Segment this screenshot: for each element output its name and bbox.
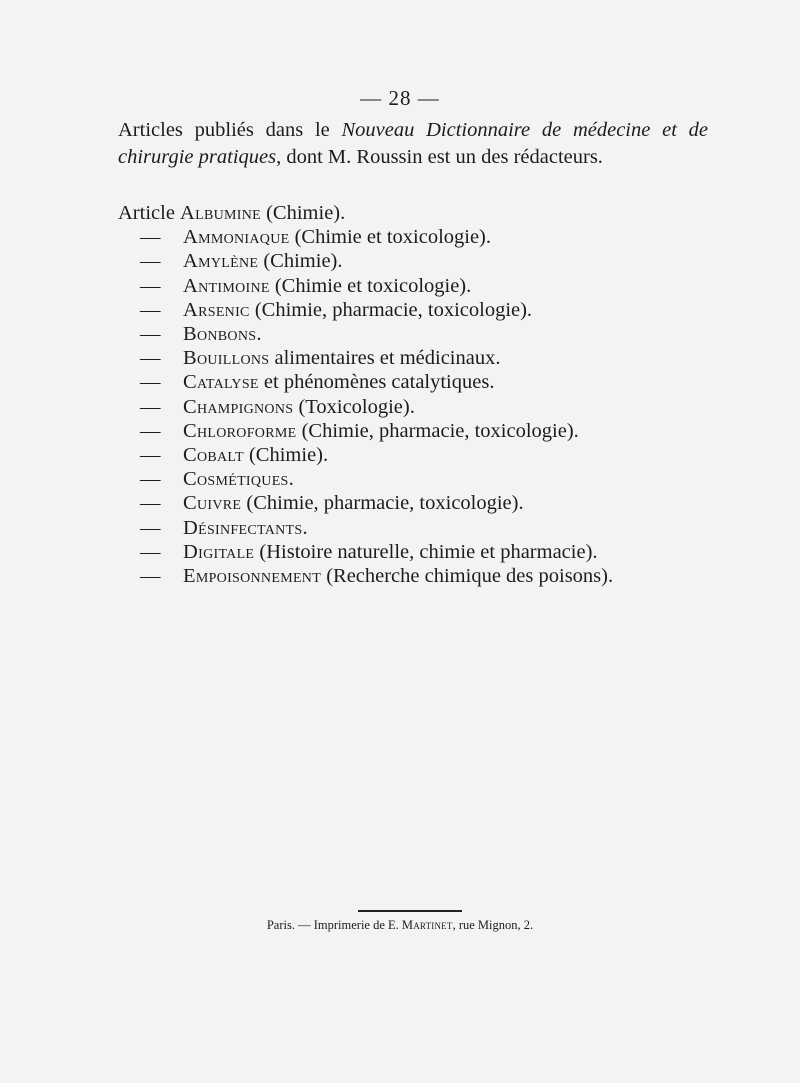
article-term: Antimoine [183, 274, 270, 297]
article-term: Ammoniaque [183, 226, 290, 249]
article-entry [183, 395, 415, 419]
article-entry [183, 467, 294, 491]
article-entry [183, 540, 598, 564]
article-term: Cosmétiques [183, 468, 289, 491]
ditto-dash: — [140, 323, 161, 345]
article-subject: . [256, 323, 262, 345]
page-number: — 28 — [360, 86, 440, 110]
ditto-dash: — [140, 516, 161, 539]
article-term: Bonbons [183, 323, 257, 345]
ditto-dash: — [140, 371, 161, 394]
ditto-dash: — [140, 468, 161, 491]
ditto-dash: — [140, 274, 161, 297]
article-subject: et phénomènes catalytiques. [258, 371, 495, 394]
article-term: Catalyse [183, 371, 259, 394]
article-subject: (Chimie et toxicologie). [289, 226, 492, 249]
article-term: Désinfectants [183, 516, 303, 539]
ditto-dash: — [140, 226, 161, 249]
imprint-prefix: Paris. — Imprimerie de E. [266, 918, 402, 932]
article-term: Albumine [180, 202, 261, 224]
article-subject: (Chimie, pharmacie, toxicologie). [249, 298, 533, 321]
article-entry [183, 491, 524, 515]
ditto-dash: — [140, 444, 161, 466]
article-entry [183, 225, 491, 249]
article-entry [183, 322, 261, 346]
article-subject: (Recherche chimique des poisons). [321, 565, 614, 587]
article-subject: (Chimie). [258, 250, 343, 273]
ditto-dash: — [140, 347, 161, 370]
article-term: Empoisonnement [183, 565, 322, 587]
article-term: Cobalt [183, 444, 244, 466]
article-subject: (Chimie, pharmacie, toxicologie). [296, 419, 579, 442]
article-term: Cuivre [183, 492, 242, 515]
article-term: Arsenic [183, 298, 250, 321]
article-label: Article [118, 202, 175, 224]
imprint-suffix: , rue Mignon, 2. [452, 918, 534, 932]
article-entry [183, 564, 613, 588]
article-entry [180, 201, 345, 225]
article-entry [183, 249, 343, 273]
article-term: Digitale [183, 540, 255, 563]
ditto-dash: — [140, 565, 161, 587]
dictionary-title: Nouveau Dictionnaire de médecine et de chirurgie pratiques [118, 119, 708, 168]
footer-rule [358, 910, 462, 912]
printer-name: Martinet [401, 918, 453, 932]
article-subject: (Toxicologie). [293, 395, 415, 418]
article-entry [183, 419, 579, 443]
article-subject: alimentaires et médicinaux. [269, 347, 501, 370]
article-term: Amylène [183, 250, 259, 273]
article-entry [183, 346, 500, 370]
ditto-dash: — [140, 298, 161, 321]
ditto-dash: — [140, 540, 161, 563]
article-entry [183, 298, 532, 322]
article-entry [183, 274, 471, 298]
printer-imprint [0, 918, 800, 933]
article-subject: (Chimie et toxicologie). [269, 274, 472, 297]
ditto-dash: — [140, 419, 161, 442]
ditto-dash: — [140, 492, 161, 515]
article-term: Chloroforme [183, 419, 297, 442]
article-subject: (Chimie, pharmacie, toxicologie). [241, 492, 524, 515]
article-entry [183, 370, 494, 394]
ditto-dash: — [140, 250, 161, 273]
intro-text-start: Articles publiés dans le [118, 119, 342, 141]
article-subject: . [302, 516, 308, 539]
article-term: Champignons [183, 395, 294, 418]
article-term: Bouillons [183, 347, 270, 370]
article-subject: (Chimie). [260, 202, 346, 224]
article-entry [183, 443, 328, 467]
intro-paragraph [118, 117, 708, 171]
article-subject: . [288, 468, 294, 491]
intro-text-end: , dont M. Roussin est un des rédacteurs. [276, 146, 603, 168]
ditto-dash: — [140, 395, 161, 418]
article-entry [183, 516, 308, 540]
article-subject: (Chimie). [243, 444, 329, 466]
article-subject: (Histoire naturelle, chimie et pharmacie). [254, 540, 598, 563]
